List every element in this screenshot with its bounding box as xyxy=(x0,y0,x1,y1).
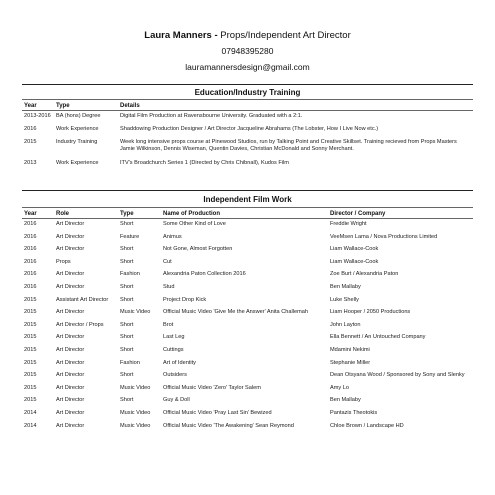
role-cell: Art Director xyxy=(56,397,85,404)
type-cell: Short xyxy=(120,221,134,227)
production-cell: Official Music Video 'Pray Last Sin' Bewized xyxy=(163,410,272,416)
type-cell: Industry Training xyxy=(56,139,98,145)
table-row xyxy=(0,347,495,357)
type-cell: Short xyxy=(120,246,134,253)
type-cell: BA (hons) Degree xyxy=(56,113,101,119)
production-cell: Some Other Kind of Love xyxy=(163,221,226,227)
year-cell: 2015 xyxy=(24,334,37,341)
column-header-year: Year xyxy=(24,103,37,109)
table-row xyxy=(0,160,495,170)
role-cell: Art Director xyxy=(56,359,85,366)
year-cell: 2013-2016 xyxy=(24,113,51,119)
director-cell: Luke Shelly xyxy=(330,296,359,303)
year-cell: 2016 xyxy=(24,271,37,278)
role-cell: Art Director xyxy=(56,347,85,353)
table-row xyxy=(0,234,495,244)
table-row xyxy=(0,385,495,395)
table-row xyxy=(0,372,495,382)
divider xyxy=(22,110,473,111)
director-cell: Liam Wallace-Cook xyxy=(330,246,379,253)
table-row xyxy=(0,221,495,231)
year-cell: 2016 xyxy=(24,258,37,265)
education-heading: Education/Industry Training xyxy=(194,88,301,97)
column-header-details: Details xyxy=(120,103,140,109)
year-cell: 2016 xyxy=(24,221,37,227)
production-cell: Brot xyxy=(163,321,174,328)
director-cell: Stephanie Miller xyxy=(330,359,371,366)
role-cell: Art Director xyxy=(56,372,85,379)
role-cell: Assistant Art Director xyxy=(56,296,109,303)
role-cell: Props xyxy=(56,258,71,265)
type-cell: Short xyxy=(120,296,134,303)
type-cell: Fashion xyxy=(120,271,140,278)
divider xyxy=(22,218,473,219)
details-cell: Week long intensive props course at Pinewood Studios, run by Talking Point and Creative Skillset. Training recieved from Props Masters xyxy=(120,139,457,145)
production-cell: Outsiders xyxy=(163,372,187,379)
production-cell: Cut xyxy=(163,258,172,265)
year-cell: 2015 xyxy=(24,384,37,391)
production-cell: Cuttings xyxy=(163,347,184,353)
divider xyxy=(22,207,473,208)
table-row xyxy=(0,284,495,294)
year-cell: 2015 xyxy=(24,347,37,353)
year-cell: 2016 xyxy=(24,284,37,290)
person-name: Laura Manners - xyxy=(144,30,218,41)
director-cell: Ella Bennett / An Untouched Company xyxy=(330,334,426,341)
role-cell: Art Director xyxy=(56,422,85,429)
year-cell: 2014 xyxy=(24,422,37,429)
production-cell: Stud xyxy=(163,284,175,290)
type-cell: Work Experience xyxy=(56,160,99,166)
year-cell: 2016 xyxy=(24,246,37,253)
director-cell: Zoe Burt / Alexandria Paton xyxy=(330,271,399,278)
type-cell: Short xyxy=(120,284,134,290)
role-cell: Art Director xyxy=(56,309,85,316)
director-cell: Liam Hooper / 2050 Productions xyxy=(330,309,411,316)
production-cell: Animus xyxy=(163,233,182,240)
director-cell: Chloe Brown / Landscape HD xyxy=(330,422,404,429)
director-cell: Ben Mallaby xyxy=(330,284,361,290)
year-cell: 2015 xyxy=(24,309,37,316)
table-row xyxy=(0,410,495,420)
director-cell: Pantazis Theotokis xyxy=(330,410,378,416)
details-cell: Jamie Wilkinson, Dennis Wiseman, Quentin Davies, Christian McDonald and Sonny Merchant. xyxy=(120,146,354,152)
role-cell: Art Director xyxy=(56,271,85,278)
phone-number: 07948395280 xyxy=(221,46,274,56)
type-cell: Music Video xyxy=(120,384,151,391)
director-cell: Amy Lo xyxy=(330,384,349,391)
type-cell: Music Video xyxy=(120,422,151,429)
role-cell: Art Director xyxy=(56,246,85,253)
year-cell: 2013 xyxy=(24,160,37,166)
type-cell: Short xyxy=(120,321,134,328)
director-cell: Dean Otsyana Wood / Sponsored by Sony and Slenky xyxy=(330,372,465,379)
name-title-line xyxy=(0,30,495,41)
table-row xyxy=(0,139,495,152)
year-cell: 2016 xyxy=(24,233,37,240)
production-cell: Not Gone, Almost Forgotten xyxy=(163,246,233,253)
table-row xyxy=(0,259,495,269)
director-cell: VeeMsen Lama / Nova Productions Limited xyxy=(330,233,438,240)
type-cell: Short xyxy=(120,372,134,379)
role-cell: Art Director xyxy=(56,334,85,341)
production-cell: Alexandria Paton Collection 2016 xyxy=(163,271,246,278)
role-cell: Art Director xyxy=(56,284,85,290)
role-cell: Art Director xyxy=(56,410,85,416)
year-cell: 2015 xyxy=(24,321,37,328)
year-cell: 2015 xyxy=(24,397,37,404)
cv-header xyxy=(0,30,495,73)
year-cell: 2016 xyxy=(24,126,37,132)
job-title: Props/Independent Art Director xyxy=(220,30,351,41)
column-header-type: Type xyxy=(56,103,70,109)
type-cell: Short xyxy=(120,347,134,353)
table-row xyxy=(0,126,495,136)
table-row xyxy=(0,271,495,281)
director-cell: Liam Wallace-Cook xyxy=(330,258,379,265)
type-cell: Short xyxy=(120,258,134,265)
column-header-type: Type xyxy=(120,211,134,217)
table-row xyxy=(0,360,495,370)
column-header-production: Name of Production xyxy=(163,211,221,217)
production-cell: Official Music Video 'The Awakening' Sean Reymond xyxy=(163,422,294,429)
details-cell: ITV's Broadchurch Series 1 (Directed by Chris Chibnall), Kudos Film xyxy=(120,160,289,166)
year-cell: 2015 xyxy=(24,372,37,379)
year-cell: 2014 xyxy=(24,410,37,416)
role-cell: Art Director xyxy=(56,384,85,391)
director-cell: Mdamini Nekimi xyxy=(330,347,370,353)
email-address: lauramannersdesign@gmail.com xyxy=(185,62,310,72)
table-row xyxy=(0,309,495,319)
type-cell: Feature xyxy=(120,233,140,240)
divider xyxy=(22,99,473,100)
table-row xyxy=(0,297,495,307)
production-cell: Project Drop Kick xyxy=(163,296,207,303)
details-cell: Shaddowing Production Designer / Art Director Jacqueline Abrahams (The Lobster, How I Live Now etc.) xyxy=(120,126,379,132)
table-row xyxy=(0,246,495,256)
film-heading: Independent Film Work xyxy=(203,195,292,204)
type-cell: Fashion xyxy=(120,359,140,366)
production-cell: Guy & Doll xyxy=(163,397,190,404)
director-cell: John Layton xyxy=(330,321,361,328)
type-cell: Short xyxy=(120,334,134,341)
table-row xyxy=(0,113,495,123)
table-row xyxy=(0,334,495,344)
column-header-role: Role xyxy=(56,211,70,217)
details-cell: Digital Film Production at Ravensbourne University. Graduated with a 2:1. xyxy=(120,113,303,119)
role-cell: Art Director xyxy=(56,221,85,227)
column-header-director: Director / Company xyxy=(330,211,386,217)
column-header-year: Year xyxy=(24,211,37,217)
production-cell: Last Leg xyxy=(163,334,185,341)
year-cell: 2015 xyxy=(24,139,37,145)
table-row xyxy=(0,322,495,332)
divider xyxy=(22,84,473,85)
role-cell: Art Director xyxy=(56,233,85,240)
director-cell: Freddie Wright xyxy=(330,221,367,227)
type-cell: Music Video xyxy=(120,309,151,316)
production-cell: Official Music Video 'Give Me the Answer' Anita Challemah xyxy=(163,309,308,316)
year-cell: 2015 xyxy=(24,359,37,366)
director-cell: Ben Mallaby xyxy=(330,397,361,404)
production-cell: Art of Identity xyxy=(163,359,196,366)
table-row xyxy=(0,423,495,433)
table-row xyxy=(0,397,495,407)
divider xyxy=(22,190,473,191)
type-cell: Music Video xyxy=(120,410,151,416)
type-cell: Short xyxy=(120,397,134,404)
year-cell: 2015 xyxy=(24,296,37,303)
role-cell: Art Director / Props xyxy=(56,321,104,328)
type-cell: Work Experience xyxy=(56,126,99,132)
production-cell: Official Music Video 'Zero' Taylor Salem xyxy=(163,384,261,391)
